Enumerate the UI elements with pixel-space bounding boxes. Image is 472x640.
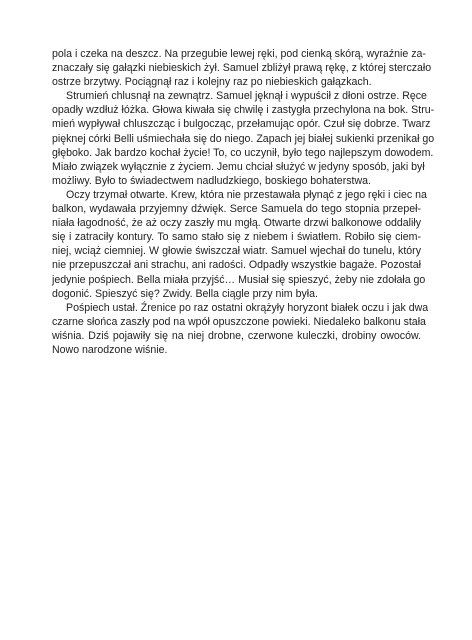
text-line: mień wypływał chluszcząc i bulgocząc, przełamując opór. Czuł się dobrze. Twarz — [52, 118, 431, 131]
text-line: opadły wzdłuż łóżka. Głowa kiwała się chwilę i zastygła przechylona na bok. Stru- — [52, 104, 435, 117]
text-line: Miało związek wyłącznie z życiem. Jemu chciał służyć w jedyny sposób, jaki był — [52, 160, 425, 173]
body-text — [52, 47, 435, 357]
text-line: niej, wciąż ciemniej. W głowie świszczał wiatr. Samuel wjechał do tunelu, który — [52, 245, 421, 258]
text-line: wiśnia. Dziś pojawiły się na niej drobne, czerwone kuleczki, drobiny owoców. — [52, 329, 421, 342]
text-line: się i zatraciły kontury. To samo stało się z niebem i światłem. Robiło się ciem- — [52, 231, 421, 244]
text-line: ostrze brzytwy. Pociągnął raz i kolejny raz po niebieskich gałązkach. — [52, 76, 372, 89]
text-line: możliwy. Było to świadectwem nadludzkiego, boskiego bohaterstwa. — [52, 174, 371, 187]
text-line: dogonić. Spieszyć się? Zwidy. Bella ciągle przy nim była. — [52, 287, 318, 300]
text-line: głęboko. Jak bardzo kochał życie! To, co uczynił, było tego najlepszym dowodem. — [52, 146, 434, 159]
text-line: niała łagodność, że aż oczy zaszły mu mgłą. Otwarte drzwi balkonowe oddaliły — [52, 217, 421, 230]
text-line: pięknej córki Belli uśmiechała się do niego. Zapach jej białej sukienki przenikał go — [52, 132, 435, 145]
text-line: czarne słońca zaszły pod na wpół opuszczone powieki. Niedaleko balkonu stała — [52, 315, 426, 328]
text-line: Strumień chlusnął na zewnątrz. Samuel jęknął i wypuścił z dłoni ostrze. Ręce — [66, 90, 427, 103]
text-line: jedynie pośpiech. Bella miała przyjść… Musiał się spieszyć, żeby nie zdołała go — [52, 273, 426, 286]
text-line: Nowo narodzone wiśnie. — [52, 343, 168, 356]
text-line: nie przepuszczał ani strachu, ani radości. Odpadły wszystkie bagaże. Pozostał — [52, 259, 421, 272]
text-line: pola i czeka na deszcz. Na przegubie lewej ręki, pod cienką skórą, wyraźnie za- — [52, 48, 426, 60]
text-line: znaczały się gałązki niebieskich żył. Samuel zbliżył prawą rękę, z której sterczało — [52, 62, 432, 75]
text-line: balkon, wydawała przyjemny dźwięk. Serce Samuela do tego stopnia przepeł- — [52, 203, 421, 216]
text-line: Oczy trzymał otwarte. Krew, która nie przestawała płynąć z jego ręki i ciec na — [66, 188, 427, 201]
paragraph-1 — [52, 47, 432, 89]
paragraph-4 — [52, 301, 429, 357]
paragraph-2 — [52, 89, 435, 188]
text-line: Pośpiech ustał. Źrenice po raz ostatni okrążyły horyzont białek oczu i jak dwa — [66, 301, 429, 314]
paragraph-3 — [52, 188, 427, 301]
